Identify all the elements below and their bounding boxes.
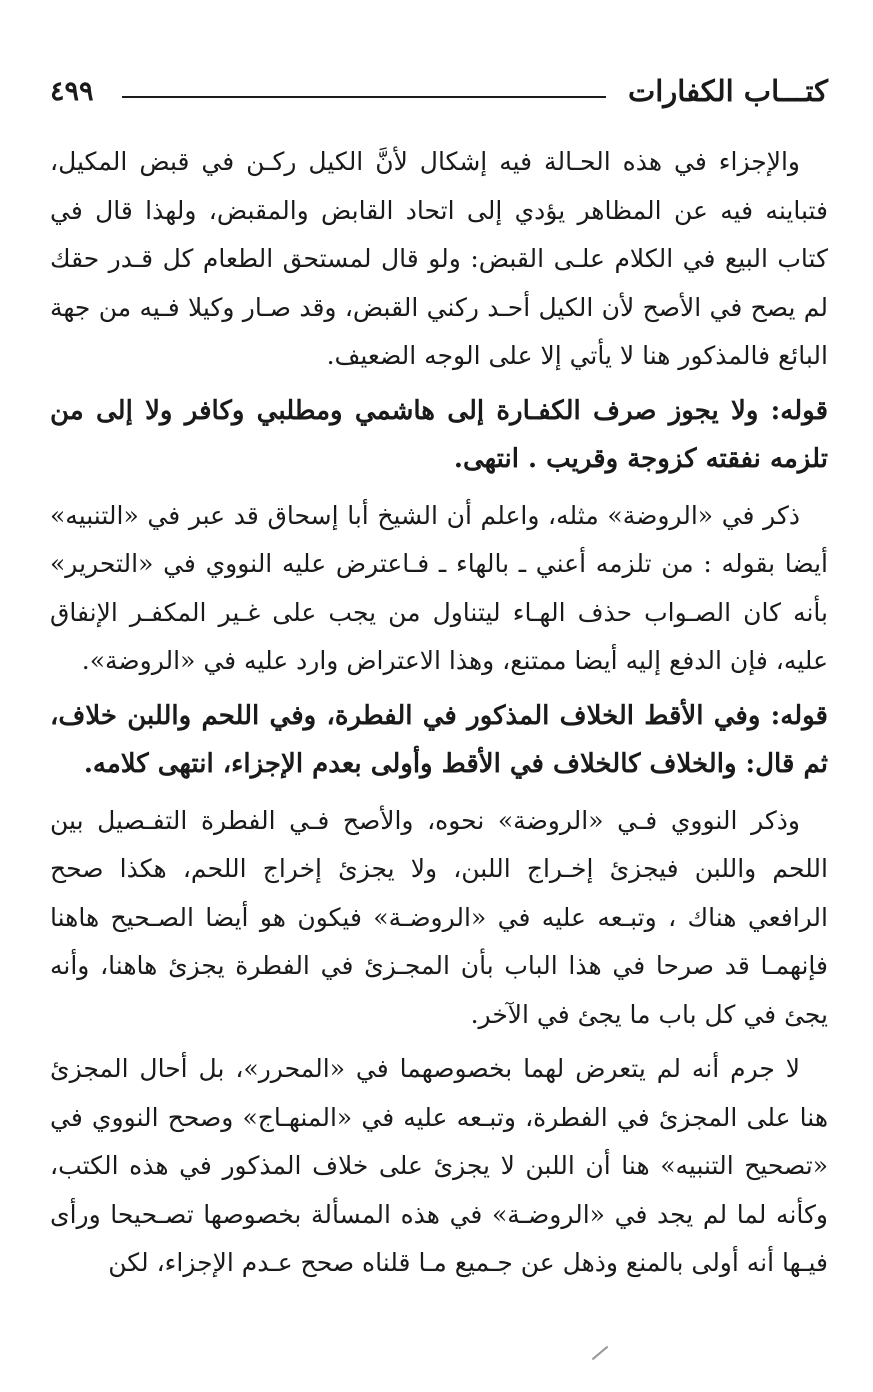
paragraph-1: والإجزاء في هذه الحـالة فيه إشكال لأنَّ الكيل ركـن في قبض المكيل، فتباينه فيه عن المظاهر يؤدي إلى اتحاد القابض والمقبض، ولهذا قال في كتاب البيع في الكلام علـى القبض: ولو قال لمستحق الطعام كل قـدر حقك لم يصح في الأصح لأن الكيل أحـد ركني القبض، وقد صـار وكيلا فـيه من جهة البائع فالمذكور هنا لا يأتي إلا على الوجه الضعيف.: [50, 147, 828, 370]
page-body: [50, 138, 828, 1288]
paragraph-4: لا جرم أنه لم يتعرض لهما بخصوصهما في «المحرر»، بل أحال المجزئ هنا على المجزئ في الفطرة، وتبـعه عليه في «المنهـاج» وصحح النووي في «تصحيح التنبيه» هنا أن اللبن لا يجزئ على خلاف المذكور في هذه الكتب، وكأنه لما لم يجد في «الروضـة» في هذه المسألة بخصوصها تصـحيحا ورأى فيـها أنه أولى بالمنع وذهل عن جـميع مـا قلناه صحح عـدم الإجزاء، لكن: [50, 1054, 829, 1277]
stray-pen-mark: [592, 1346, 609, 1360]
chapter-title: كتـــاب الكفارات: [627, 74, 828, 108]
page-header: [50, 70, 828, 120]
paragraph-2: ذكر في «الروضة» مثله، واعلم أن الشيخ أبا إسحاق قد عبر في «التنبيه» أيضا بقوله : من تلزمه أعني ـ بالهاء ـ فـاعترض عليه النووي في «التحرير» بأنه كان الصـواب حذف الهـاء ليتناول من يجب على غـير المكفـر الإنفاق عليه، فإن الدفع إليه أيضا ممتنع، وهذا الاعتراض وارد عليه في «الروضة».: [50, 500, 828, 675]
quote-heading-2: قوله: وفي الأقط الخلاف المذكور في الفطرة، وفي اللحم واللبن خلاف، ثم قال: والخلاف كالخلاف في الأقط وأولى بعدم الإجزاء، انتهى كلامه.: [50, 700, 828, 779]
paragraph-3: وذكر النووي فـي «الروضة» نحوه، والأصح فـي الفطرة التفـصيل بين اللحم واللبن فيجزئ إخـراج اللبن، ولا يجزئ إخراج اللحم، هكذا صحح الرافعي هناك ، وتبـعه عليه في «الروضـة» فيكون هو أيضا الصـحيح هاهنا فإنهمـا قد صرحا في هذا الباب بأن المجـزئ في الفطرة يجزئ هاهنا، وأنه يجئ في كل باب ما يجئ في الآخر.: [50, 805, 828, 1029]
header-rule: [122, 96, 606, 98]
page-number: ٤٩٩: [50, 76, 94, 107]
quote-heading-1: قوله: ولا يجوز صرف الكفـارة إلى هاشمي ومطلبي وكافر ولا إلى من تلزمه نفقته كزوجة وقريب . انتهى.: [50, 395, 828, 474]
